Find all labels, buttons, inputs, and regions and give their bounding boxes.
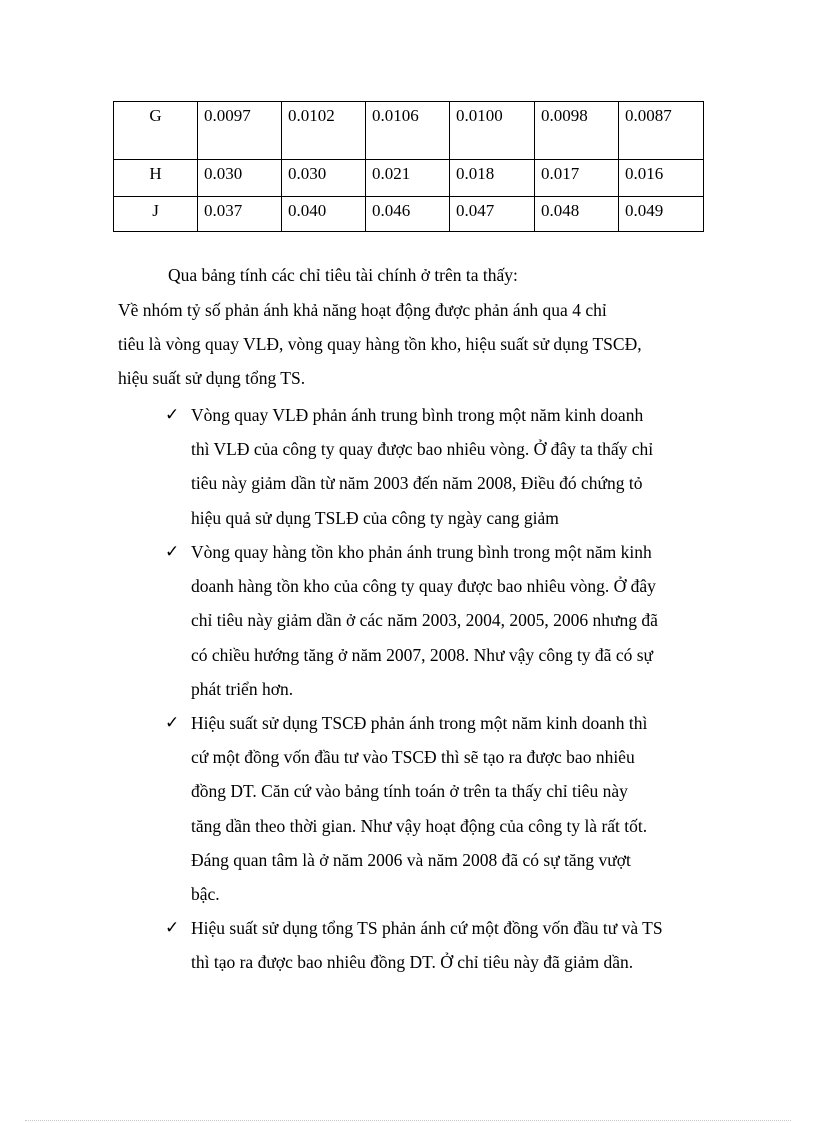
paragraph-line: tiêu là vòng quay VLĐ, vòng quay hàng tồn kho, hiệu suất sử dụng TSCĐ, bbox=[118, 334, 642, 354]
table-cell: 0.0100 bbox=[450, 102, 535, 160]
bullet-line: phát triển hơn. bbox=[191, 678, 294, 699]
bullet-line: bậc. bbox=[191, 884, 220, 905]
bullet-line: tăng dần theo thời gian. Như vậy hoạt động của công ty là rất tốt. bbox=[191, 815, 648, 836]
bullet-text bbox=[191, 706, 647, 911]
check-mark-icon: ✓ bbox=[165, 713, 180, 732]
intro-paragraph: Qua bảng tính các chỉ tiêu tài chính ở trên ta thấy: bbox=[168, 265, 518, 285]
bullet-line: hiệu quả sử dụng TSLĐ của công ty ngày cang giảm bbox=[191, 507, 559, 528]
check-mark-icon: ✓ bbox=[165, 542, 180, 561]
bullet-line: đồng DT. Căn cứ vào bảng tính toán ở trên ta thấy chỉ tiêu này bbox=[191, 781, 628, 802]
table-cell: 0.030 bbox=[282, 160, 366, 197]
table-row bbox=[114, 160, 704, 197]
table-row bbox=[114, 102, 704, 160]
table-row bbox=[114, 197, 704, 232]
table-cell: 0.048 bbox=[535, 197, 619, 232]
bullet-line: Đáng quan tâm là ở năm 2006 và năm 2008 đã có sự tăng vượt bbox=[191, 849, 631, 870]
bullet-line: Vòng quay hàng tồn kho phản ánh trung bình trong một năm kinh bbox=[191, 542, 652, 562]
bullet-line: tiêu này giảm dần từ năm 2003 đến năm 2008, Điều đó chứng tỏ bbox=[191, 473, 643, 494]
financial-ratio-table bbox=[113, 101, 704, 232]
paragraph-line: hiệu suất sử dụng tổng TS. bbox=[118, 368, 306, 388]
bullet-line: Hiệu suất sử dụng tổng TS phản ánh cứ một đồng vốn đầu tư và TS bbox=[191, 918, 663, 938]
bullet-line: có chiều hướng tăng ở năm 2007, 2008. Như vậy công ty đã có sự bbox=[191, 644, 654, 665]
table-cell: 0.016 bbox=[619, 160, 704, 197]
check-mark-icon: ✓ bbox=[165, 918, 180, 937]
table-cell: 0.017 bbox=[535, 160, 619, 197]
check-mark-icon: ✓ bbox=[165, 405, 180, 424]
bullet-text bbox=[191, 911, 663, 979]
table-cell: 0.018 bbox=[450, 160, 535, 197]
bullet-line: Vòng quay VLĐ phản ánh trung bình trong một năm kinh doanh bbox=[191, 405, 644, 425]
bullet-text bbox=[191, 398, 653, 535]
bullet-line: cứ một đồng vốn đầu tư vào TSCĐ thì sẽ tạo ra được bao nhiêu bbox=[191, 747, 635, 768]
table-cell: 0.0102 bbox=[282, 102, 366, 160]
row-label: H bbox=[114, 160, 198, 197]
table-cell: 0.0087 bbox=[619, 102, 704, 160]
bullet-line: thì VLĐ của công ty quay được bao nhiêu vòng. Ở đây ta thấy chỉ bbox=[191, 439, 654, 460]
table-cell: 0.0098 bbox=[535, 102, 619, 160]
table-cell: 0.049 bbox=[619, 197, 704, 232]
bullet-line: chỉ tiêu này giảm dần ở các năm 2003, 2004, 2005, 2006 nhưng đã bbox=[191, 610, 658, 631]
table-cell: 0.030 bbox=[198, 160, 282, 197]
table-cell: 0.0106 bbox=[366, 102, 450, 160]
table-cell: 0.0097 bbox=[198, 102, 282, 160]
bullet-line: Hiệu suất sử dụng TSCĐ phản ánh trong một năm kinh doanh thì bbox=[191, 713, 648, 733]
table-cell: 0.021 bbox=[366, 160, 450, 197]
lead-paragraph bbox=[118, 293, 642, 395]
paragraph-line: Về nhóm tỷ số phản ánh khả năng hoạt động được phản ánh qua 4 chỉ bbox=[118, 300, 607, 320]
row-label: G bbox=[114, 102, 198, 160]
table-cell: 0.037 bbox=[198, 197, 282, 232]
table-cell: 0.040 bbox=[282, 197, 366, 232]
row-label: J bbox=[114, 197, 198, 232]
bullet-line: thì tạo ra được bao nhiêu đồng DT. Ở chỉ tiêu này đã giảm dần. bbox=[191, 952, 634, 973]
bullet-line: doanh hàng tồn kho của công ty quay được bao nhiêu vòng. Ở đây bbox=[191, 576, 656, 597]
bullet-text bbox=[191, 535, 658, 706]
page-bottom-divider bbox=[25, 1120, 791, 1121]
table-cell: 0.047 bbox=[450, 197, 535, 232]
table-cell: 0.046 bbox=[366, 197, 450, 232]
